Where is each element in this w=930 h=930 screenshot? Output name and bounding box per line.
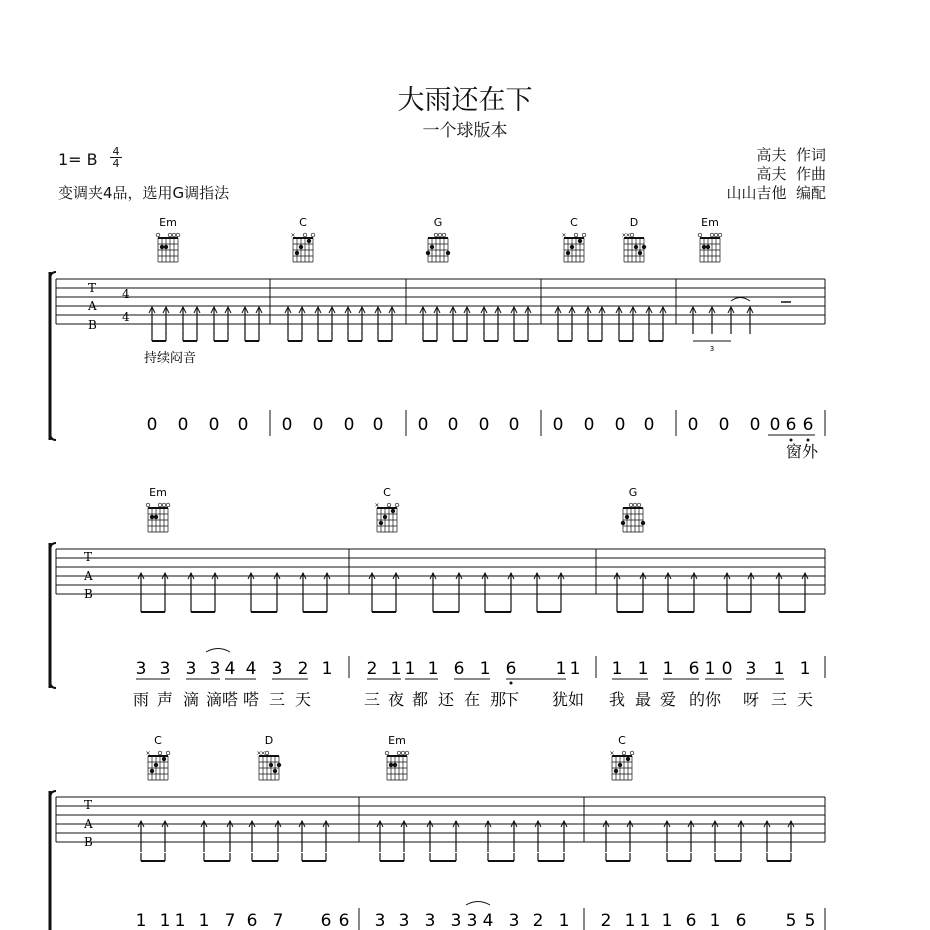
generated-notation [133,216,825,930]
chord-dot [299,245,303,249]
lyric: 天 [294,690,312,709]
time-signature-top: 4 [112,145,120,158]
jianpu-note: 3 [424,911,436,930]
lyric: 呀 [742,690,760,709]
lyric: 滴嗒 [205,690,239,709]
jianpu-note: 1 [198,911,210,930]
tab-time-sig-top: 4 [122,287,130,301]
svg-text:×: × [290,232,296,239]
jianpu-note: 1 [135,911,147,930]
chord-name: D [629,216,639,229]
chord-dot [626,757,630,761]
chord-dot [430,245,434,249]
jianpu-note: 3 [398,911,410,930]
lyric: 三 [268,690,286,709]
chord-diagram-em [385,734,409,780]
jianpu-note: 0 [146,415,158,435]
chord-name: D [264,734,274,747]
jianpu-note: 2 [600,911,612,930]
svg-text:×: × [145,750,151,757]
lyricist-credit: 高夫 作词 [756,146,826,164]
chord-name: C [299,216,307,229]
jianpu-note: 1 [174,911,186,930]
chord-diagram-em [698,216,722,262]
jianpu-note: 3 [159,659,171,679]
jianpu-note: 1 [555,659,567,679]
jianpu-note: 1 [709,911,721,930]
chord-dot [614,769,618,773]
svg-text:×: × [256,750,262,757]
jianpu-note: 3 [271,659,283,679]
jianpu-note: 0 [769,415,781,435]
tab-letter-t: T [88,281,97,295]
chord-diagram-em [156,216,180,262]
jianpu-note: 0 [208,415,220,435]
chord-diagram-d [621,216,646,262]
jianpu-note: 1 [611,659,623,679]
chord-dot [277,763,281,767]
chord-dot [618,763,622,767]
jianpu-note: 3 [508,911,520,930]
lyric: 雨 [132,690,150,709]
svg-text:×: × [609,750,615,757]
chord-name: C [383,486,391,499]
jianpu-note: 1 [479,659,491,679]
jianpu-note: 1 [427,659,439,679]
jianpu-note: 1 [662,659,674,679]
jianpu-note: 0 [643,415,655,435]
jianpu-note: 4 [224,659,236,679]
chord-dot [150,515,154,519]
jianpu-note: 0 [718,415,730,435]
chord-dot [162,757,166,761]
lyric: 爱 [659,690,677,709]
jianpu-note: 1 [639,911,651,930]
jianpu-note: 6 [802,415,814,435]
svg-text:×: × [374,502,380,509]
jianpu-note: 3 [209,659,221,679]
jianpu-note: 3 [450,911,462,930]
jianpu-note: 0 [749,415,761,435]
jianpu-note: 1 [558,911,570,930]
jianpu-note: 5 [804,911,816,930]
svg-text:×: × [561,232,567,239]
lyric: 滴 [182,690,200,709]
svg-text:T: T [84,550,93,564]
jianpu-note: 0 [478,415,490,435]
svg-text:×: × [621,232,627,239]
chord-diagram-em [146,486,170,532]
jianpu-note: 0 [372,415,384,435]
jianpu-note: 4 [482,911,494,930]
chord-name: C [154,734,162,747]
chord-dot [641,521,645,525]
tab-letter-b: B [88,318,97,332]
jianpu-note: 7 [272,911,284,930]
jianpu-note: 0 [417,415,429,435]
chord-dot [634,245,638,249]
chord-dot [150,769,154,773]
lyric: 在 [463,690,481,709]
lyric: 天 [796,690,814,709]
chord-name: Em [159,216,177,229]
jianpu-note: 6 [453,659,465,679]
system-1 [50,272,825,440]
chord-name: C [618,734,626,747]
jianpu-note: 1 [661,911,673,930]
lyric: 窗外 [785,442,819,461]
chord-diagram-c [561,216,585,262]
svg-text:×: × [625,232,631,239]
jianpu-note: 1 [637,659,649,679]
arranger-credit: 山山吉他 编配 [726,184,826,202]
chord-dot [642,245,646,249]
jianpu-note: 0 [614,415,626,435]
jianpu-note: 0 [343,415,355,435]
chord-diagram-c [374,486,398,532]
chord-name: Em [388,734,406,747]
jianpu-note: 6 [338,911,350,930]
jianpu-note: 6 [688,659,700,679]
lyric: 嗒 [242,690,260,709]
chord-dot [379,521,383,525]
jianpu-note: 3 [745,659,757,679]
jianpu-note: 6 [685,911,697,930]
jianpu-note: 0 [447,415,459,435]
jianpu-note: 2 [366,659,378,679]
time-signature-bottom: 4 [110,157,122,169]
jianpu-note: 2 [297,659,309,679]
chord-diagram-d [256,734,281,780]
jianpu-note: 0 [552,415,564,435]
jianpu-note: 6 [320,911,332,930]
chord-dot [566,251,570,255]
chord-diagram-c [609,734,633,780]
lyric: 都 [411,690,429,709]
lyric: 三 [363,690,381,709]
chord-name: Em [701,216,719,229]
jianpu-note: 0 [508,415,520,435]
chord-dot [307,239,311,243]
lyric: 还 [437,690,455,709]
jianpu-note: 4 [245,659,257,679]
chord-dot [383,515,387,519]
jianpu-note: 6 [785,415,797,435]
lyric: 犹如 [551,690,585,709]
chord-dot [446,251,450,255]
jianpu-note: 3 [374,911,386,930]
chord-dot [295,251,299,255]
jianpu-note: 5 [785,911,797,930]
chord-dot [570,245,574,249]
lyric: 那 [489,690,507,709]
chord-dot [393,763,397,767]
chord-name: Em [149,486,167,499]
lyric: 夜 [387,690,405,709]
jianpu-note: 1 [799,659,811,679]
capo-note: 变调夹4品，选用G调指法 [58,184,230,202]
chord-name: C [570,216,578,229]
lyric: 最 [634,690,652,709]
jianpu-note: 1 [404,659,416,679]
jianpu-note: 0 [281,415,293,435]
jianpu-note: 7 [224,911,236,930]
chord-dot [154,515,158,519]
chord-dot [389,763,393,767]
svg-text:A: A [84,817,93,831]
chord-dot [578,239,582,243]
lyric: 的你 [688,690,722,709]
chord-name: G [628,486,638,499]
jianpu-note: 1 [569,659,581,679]
lyric: 声 [156,690,174,709]
lyric: 下 [502,690,520,709]
chord-diagram-g [426,216,450,262]
chord-dot [269,763,273,767]
chord-name: G [433,216,443,229]
chord-dot [625,515,629,519]
tab-time-sig-bottom: 4 [122,310,130,324]
song-title: 大雨还在下 [397,85,533,116]
svg-text:A: A [84,569,93,583]
key-signature: 1= B [58,150,98,169]
jianpu-note: 6 [735,911,747,930]
chord-dot [273,769,277,773]
jianpu-note: 0 [237,415,249,435]
jianpu-note: 1 [321,659,333,679]
song-subtitle: 一个球版本 [422,121,508,141]
svg-text:T: T [84,798,93,812]
chord-dot [154,763,158,767]
svg-text:B: B [84,835,93,849]
tab-letter-a: A [88,299,97,313]
chord-dot [621,521,625,525]
svg-text:B: B [84,587,93,601]
jianpu-note: 1 [159,911,171,930]
jianpu-note: 6 [505,659,517,679]
svg-text:×: × [260,750,266,757]
jianpu-note: 1 [704,659,716,679]
jianpu-note: 1 [624,911,636,930]
chord-dot [426,251,430,255]
chord-dot [638,251,642,255]
triplet-mark: 3 [709,345,715,353]
chord-dot [702,245,706,249]
jianpu-note: 0 [312,415,324,435]
chord-dot [706,245,710,249]
jianpu-note: 0 [177,415,189,435]
jianpu-note: 0 [721,659,733,679]
jianpu-note: 3 [185,659,197,679]
muted-annotation: 持续闷音 [144,351,197,366]
jianpu-note: 1 [390,659,402,679]
lyric: 我 [608,690,626,709]
lyric: 三 [770,690,788,709]
jianpu-note: 3 [466,911,478,930]
jianpu-note: 6 [246,911,258,930]
chord-dot [164,245,168,249]
chord-dot [391,509,395,513]
chord-dot [160,245,164,249]
chord-diagram-c [290,216,314,262]
jianpu-note: 1 [773,659,785,679]
jianpu-note: 0 [687,415,699,435]
jianpu-note: 0 [583,415,595,435]
jianpu-note: 2 [532,911,544,930]
composer-credit: 高夫 作曲 [756,165,826,183]
chord-diagram-g [621,486,645,532]
chord-diagram-c [145,734,169,780]
jianpu-note: 3 [135,659,147,679]
